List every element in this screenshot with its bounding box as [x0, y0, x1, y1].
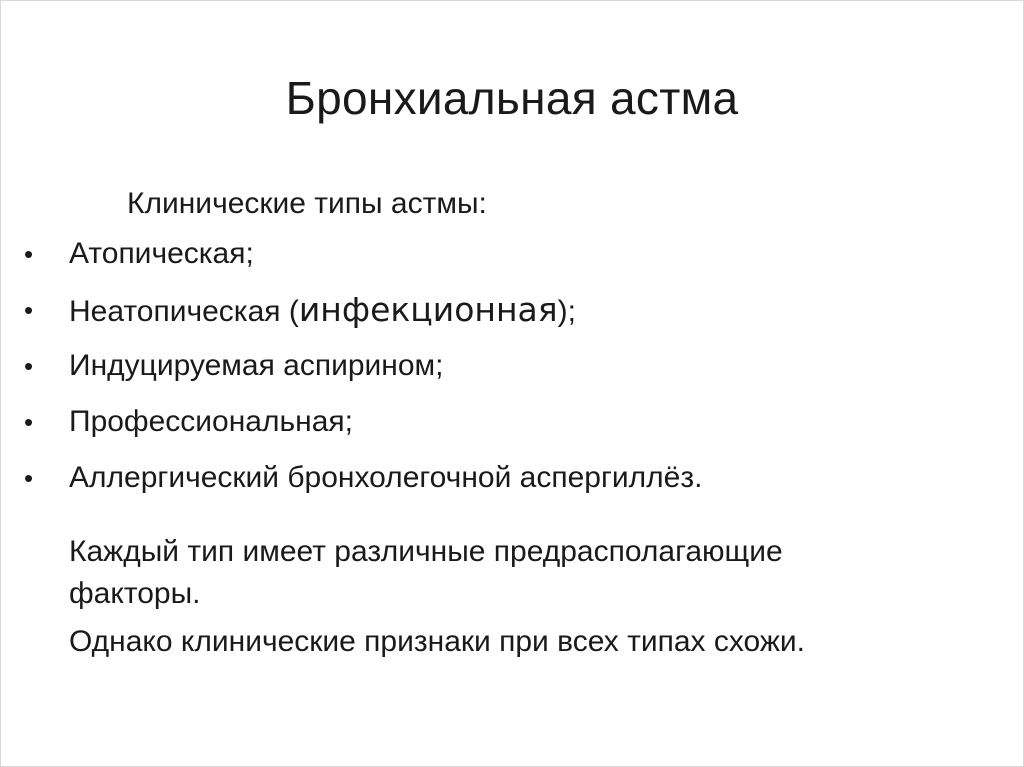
list-item-text: Индуцируемая аспирином;	[69, 349, 444, 382]
list-item-text	[69, 290, 576, 332]
note-paragraph-factors	[69, 531, 969, 615]
slide-title: Бронхиальная астма	[285, 72, 739, 124]
list-item-text-before: Неатопическая (	[69, 295, 299, 328]
note-line: Каждый тип имеет различные предрасполагающие	[69, 535, 783, 568]
bullet-icon: •	[24, 239, 34, 269]
note-line: факторы.	[69, 577, 201, 610]
list-heading: Клинические типы астмы:	[127, 187, 487, 220]
bullet-icon: •	[24, 351, 34, 381]
bullet-icon: •	[24, 463, 34, 493]
list-item-emphasis: инфекционная	[298, 290, 558, 329]
list-item-text: Атопическая;	[69, 237, 254, 270]
bullet-icon: •	[24, 407, 34, 437]
bullet-icon: •	[24, 295, 34, 325]
note-paragraph-symptoms: Однако клинические признаки при всех типах схожи.	[69, 625, 806, 658]
list-item-text: Профессиональная;	[69, 405, 353, 438]
list-item-text-after: );	[557, 295, 576, 328]
list-item-text: Аллергический бронхолегочной аспергиллёз.	[69, 461, 703, 494]
